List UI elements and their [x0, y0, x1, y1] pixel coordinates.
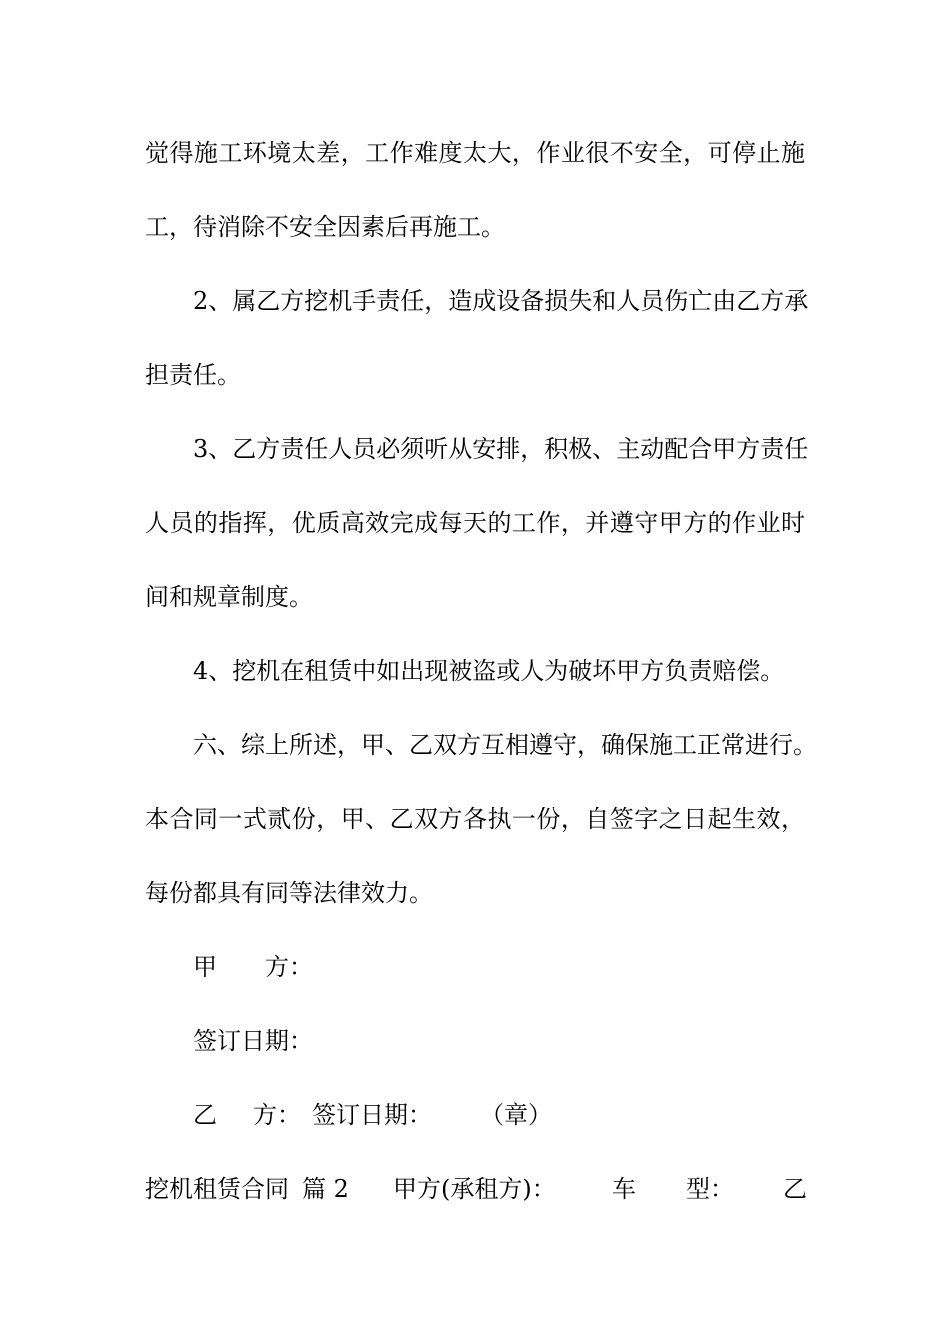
party-b-signature-line: [193, 1100, 593, 1130]
paragraph-line: 担责任。: [145, 361, 241, 389]
car-label: 车: [612, 1175, 636, 1203]
paragraph-line: 人员的指挥，优质高效完成每天的工作，并遵守甲方的作业时: [145, 509, 805, 537]
type-label: 型：: [686, 1175, 734, 1203]
contract-heading-line: [145, 1174, 810, 1204]
paragraph-line: 工，待消除不安全因素后再施工。: [145, 213, 505, 241]
paragraph-line: 本合同一式贰份，甲、乙双方各执一份，自签字之日起生效，: [145, 805, 805, 833]
paragraph-line: 4、挖机在租赁中如出现被盗或人为破坏甲方负责赔偿。: [193, 657, 785, 685]
sign-date-b: 签订日期：: [312, 1101, 432, 1129]
paragraph-line: 2、属乙方挖机手责任，造成设备损失和人员伤亡由乙方承: [193, 287, 809, 315]
lessee-label: 甲方(承租方)：: [393, 1175, 556, 1203]
contract-part: 篇 2: [302, 1175, 349, 1203]
party-a-colon: 方：: [265, 953, 313, 981]
sign-date-a: 签订日期：: [193, 1027, 313, 1055]
party-a-label: 甲: [193, 953, 217, 981]
paragraph-line: 六、综上所述，甲、乙双方互相遵守，确保施工正常进行。: [193, 731, 817, 759]
paragraph-line: 3、乙方责任人员必须听从安排，积极、主动配合甲方责任: [193, 435, 809, 463]
contract-title: 挖机租赁合同: [145, 1175, 289, 1203]
party-b-heading-label: 乙: [783, 1175, 807, 1203]
seal-mark: （章）: [480, 1101, 552, 1129]
party-a-signature-line: [193, 952, 393, 982]
paragraph-line: 间和规章制度。: [145, 583, 313, 611]
party-b-label: 乙: [193, 1101, 217, 1129]
paragraph-line: 每份都具有同等法律效力。: [145, 879, 433, 907]
party-b-colon: 方：: [253, 1101, 301, 1129]
paragraph-line: 觉得施工环境太差，工作难度太大，作业很不安全，可停止施: [145, 139, 805, 167]
